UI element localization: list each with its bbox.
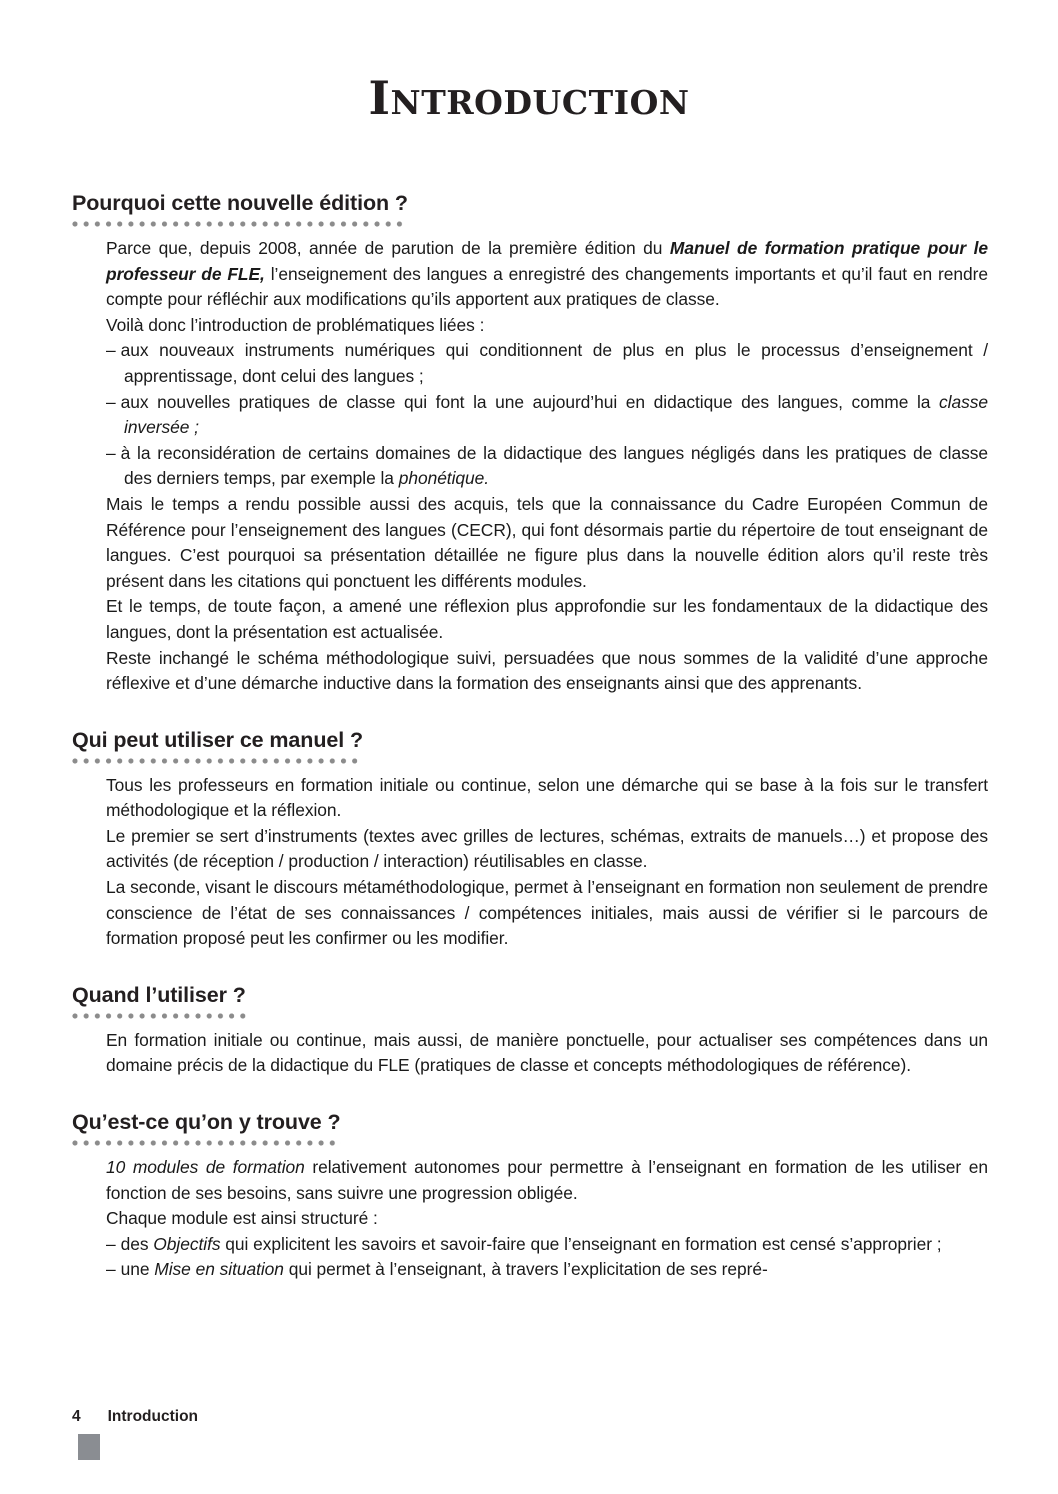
emphasis-text: Objectifs: [153, 1233, 221, 1254]
paragraph: [106, 824, 988, 875]
section-heading-text: Qui peut utiliser ce manuel ?: [72, 727, 363, 752]
text-run: à la reconsidération de certains domaines de la didactique des langues négligés dans les pratiques de classe des derniers temps, par exemple la: [120, 442, 988, 489]
emphasis-text: phonétique.: [398, 468, 490, 489]
section-heading: [72, 727, 363, 764]
text-run: Tous les professeurs en formation initiale ou continue, selon une démarche qui se base à la fois sur le transfert méthodologique et la réflexion.: [106, 774, 988, 821]
paragraph: [106, 1206, 988, 1232]
text-run: Chaque module est ainsi structuré :: [106, 1208, 378, 1229]
paragraph: [106, 875, 988, 952]
document-section: [72, 727, 988, 952]
dotted-rule: [72, 758, 363, 764]
section-spacer: [72, 697, 988, 727]
footer-page-number: 4: [72, 1408, 81, 1425]
text-run: relativement autonomes pour permettre à l’enseignant en formation de les utiliser en fonction de ses besoins, sans suivre une progression obligée.: [106, 1157, 988, 1203]
document-content: [72, 190, 988, 1283]
list-dash-marker: –: [106, 1233, 116, 1254]
paragraph: [106, 594, 988, 645]
paragraph: [106, 492, 988, 594]
text-run: En formation initiale ou continue, mais aussi, de manière ponctuelle, pour actualiser ses compétences dans un domaine précis de la didactique du FLE (pratiques de classe et concepts méthodologiques de référence).: [106, 1029, 988, 1076]
paragraph: [106, 313, 988, 339]
text-run: l’enseignement des langues a enregistré des changements importants et qu’il faut en rendre compte pour réfléchir aux modifications qu’ils apportent aux pratiques de classe.: [106, 263, 989, 310]
text-run: Parce que, depuis 2008, année de parution de la première édition du: [106, 238, 670, 258]
text-run: La seconde, visant le discours métaméthodologique, permet à l’enseignant en formation non seulement de prendre conscience de l’état de ses connaissances / compétences initiales, mais aussi de vérifier si le parcours de formation proposé peut les confirmer ou les modifier.: [106, 877, 988, 949]
text-run: qui permet à l’enseignant, à travers l’explicitation de ses repré-: [283, 1259, 768, 1280]
emphasis-text: Manuel de formation pratique pour le professeur de FLE,: [106, 238, 988, 284]
section-body: [72, 1028, 988, 1079]
section-body: [72, 1155, 988, 1283]
section-spacer: [72, 952, 988, 982]
text-run: Et le temps, de toute façon, a amené une réflexion plus approfondie sur les fondamentaux de la didactique des langues, dont la présentation est actualisée.: [106, 596, 988, 642]
dotted-rule: [72, 1140, 341, 1146]
text-run: Mais le temps a rendu possible aussi des acquis, tels que la connaissance du Cadre Européen Commun de Référence pour l’enseignement des langues (CECR), qui font désormais partie du répertoire de tout enseignant de langues. C’est pourquoi sa présentation détaillée ne figure plus dans la nouvelle édition alors qu’il reste très présent dans les citations qui ponctuent les différents modules.: [106, 493, 988, 591]
section-spacer: [72, 1079, 988, 1109]
text-run: Reste inchangé le schéma méthodologique suivi, persuadées que nous sommes de la validité d’une approche réflexive et d’une démarche inductive dans la formation des enseignants ainsi que des apprenants.: [106, 647, 988, 694]
list-dash-marker: –: [106, 1259, 116, 1280]
paragraph: [106, 646, 988, 697]
list-dash-marker: –: [106, 442, 116, 463]
page-footer: [72, 1408, 988, 1460]
list-item: [106, 1257, 988, 1283]
emphasis-text: classe inversée ;: [124, 391, 988, 438]
footer-color-swatch: [78, 1434, 100, 1460]
section-body: [72, 236, 988, 697]
paragraph: [106, 773, 988, 824]
text-run: des: [120, 1233, 154, 1254]
document-section: [72, 190, 988, 697]
dotted-rule: [72, 221, 408, 227]
emphasis-text: Mise en situation: [154, 1259, 284, 1280]
list-dash-marker: –: [106, 391, 116, 412]
section-heading-text: Qu’est-ce qu’on y trouve ?: [72, 1110, 341, 1135]
text-run: aux nouvelles pratiques de classe qui font la une aujourd’hui en didactique des langues, comme la: [120, 391, 939, 412]
paragraph: [106, 1155, 988, 1206]
section-heading: [72, 190, 408, 227]
page-title-initial: I: [368, 71, 391, 125]
emphasis-text: 10 modules de formation: [106, 1157, 305, 1178]
document-section: [72, 1109, 988, 1283]
text-run: Le premier se sert d’instruments (textes avec grilles de lectures, schémas, extraits de manuels…) et propose des activités (de réception / production / interaction) réutilisables en classe.: [106, 825, 988, 872]
section-heading-text: Pourquoi cette nouvelle édition ?: [72, 191, 408, 215]
text-run: Voilà donc l’introduction de problématiques liées :: [106, 314, 485, 335]
section-heading: [72, 982, 246, 1019]
section-heading-text: Quand l’utiliser ?: [72, 982, 246, 1007]
text-run: qui explicitent les savoirs et savoir-faire que l’enseignant en formation est censé s’approprier ;: [220, 1233, 942, 1254]
dotted-rule: [72, 1013, 246, 1019]
paragraph: [106, 236, 988, 313]
list-item: [106, 338, 988, 389]
list-item: [106, 1232, 988, 1258]
footer-section-label: Introduction: [107, 1408, 199, 1425]
list-dash-marker: –: [106, 340, 116, 361]
list-item: [106, 390, 988, 441]
list-item: [106, 441, 988, 492]
text-run: aux nouveaux instruments numériques qui conditionnent de plus en plus le processus d’enseignement / apprentissage, dont celui des langues ;: [120, 340, 988, 386]
text-run: une: [120, 1259, 155, 1280]
section-heading: [72, 1109, 341, 1146]
page-title: [0, 72, 1058, 129]
paragraph: [106, 1028, 988, 1079]
document-section: [72, 982, 988, 1079]
section-body: [72, 773, 988, 952]
page-title-rest: NTRODUCTION: [390, 83, 690, 122]
